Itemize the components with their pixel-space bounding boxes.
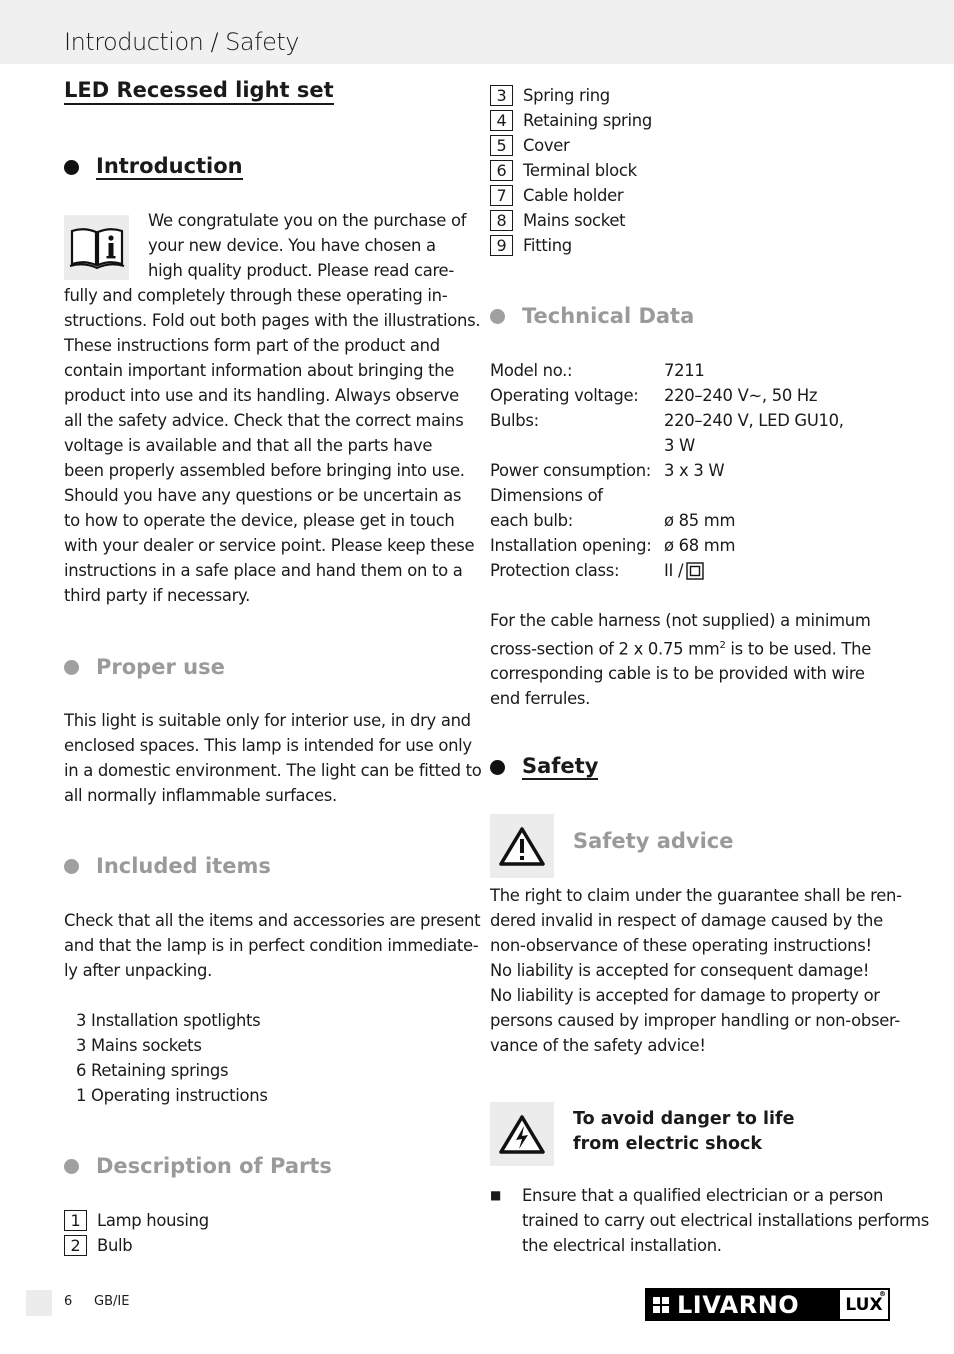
- part-number: 3: [490, 85, 513, 106]
- text-line: the electrical installation.: [522, 1236, 722, 1255]
- cable-note: [490, 608, 871, 711]
- part-number: 2: [64, 1235, 87, 1256]
- section-title: Description of Parts: [96, 1154, 332, 1178]
- technical-data-table: [490, 358, 844, 583]
- tech-row: [490, 533, 844, 558]
- bullet-dot-icon: [490, 309, 505, 324]
- text-line: This light is suitable only for interior use, in dry and: [64, 711, 471, 730]
- text-line: non-observance of these operating instructions!: [490, 936, 872, 955]
- electric-shock-warning-icon: [490, 1102, 554, 1166]
- text-line: high quality product. Please read care-: [148, 261, 454, 280]
- tech-value: 220–240 V∼, 50 Hz: [664, 386, 818, 405]
- part-row: [490, 158, 652, 183]
- part-row: [490, 108, 652, 133]
- text-segment: cross-section of 2 x 0.75 mm: [490, 639, 720, 659]
- text-line: [490, 633, 871, 661]
- part-number: 4: [490, 110, 513, 131]
- part-label: Bulb: [97, 1236, 133, 1255]
- text-line: been properly assembled before bringing into use.: [64, 461, 465, 480]
- safety-advice-title: Safety advice: [573, 829, 734, 853]
- tech-label: each bulb:: [490, 511, 574, 530]
- tech-value: ø 85 mm: [664, 511, 736, 530]
- tech-value: II /: [664, 561, 684, 580]
- tech-label: Installation opening:: [490, 536, 652, 555]
- tech-label: Power consumption:: [490, 461, 652, 480]
- text-line: vance of the safety advice!: [490, 1036, 706, 1055]
- safety-advice-text: [490, 883, 902, 1058]
- text-line: No liability is accepted for damage to property or: [490, 986, 880, 1005]
- section-title: Included items: [96, 854, 271, 878]
- text-line: contain important information about bringing the: [64, 361, 455, 380]
- brand-suffix: LUX: [845, 1294, 883, 1315]
- section-introduction-heading: [64, 154, 243, 180]
- electric-shock-title: [573, 1107, 794, 1157]
- text-line: trained to carry out electrical installations performs: [522, 1211, 930, 1230]
- part-label: Mains socket: [523, 211, 626, 230]
- text-line: For the cable harness (not supplied) a minimum: [490, 611, 871, 630]
- logo-main: [647, 1290, 840, 1319]
- bullet-dot-icon: [64, 1159, 79, 1174]
- text-line: structions. Fold out both pages with the illustrations.: [64, 311, 481, 330]
- registered-mark: ®: [879, 1290, 886, 1298]
- part-label: Spring ring: [523, 86, 610, 105]
- doc-title-wrap: [64, 78, 334, 105]
- section-title: Safety: [522, 754, 598, 780]
- bullet-dot-icon: [64, 859, 79, 874]
- part-label: Retaining spring: [523, 111, 652, 130]
- protection-class-ii-icon: [686, 558, 704, 583]
- text-line: These instructions form part of the product and: [64, 336, 440, 355]
- text-line: corresponding cable is to be provided with wire: [490, 664, 865, 684]
- text-line: all the safety advice. Check that the correct mains: [64, 411, 464, 430]
- tech-row: [490, 508, 844, 533]
- tech-label: Operating voltage:: [490, 386, 639, 405]
- parts-list-right: [490, 83, 652, 258]
- warning-triangle-icon: [490, 814, 554, 878]
- text-line: in a domestic environment. The light can be fitted to: [64, 761, 482, 780]
- tech-value: 3 W: [664, 436, 695, 455]
- text-line: dered invalid in respect of damage caused by the: [490, 911, 883, 930]
- text-line: to how to operate the device, please get in touch: [64, 511, 455, 530]
- text-line: end ferrules.: [490, 689, 591, 709]
- part-number: 5: [490, 135, 513, 156]
- brand-logo: [645, 1288, 890, 1321]
- part-number: 6: [490, 160, 513, 181]
- brand-name: LIVARNO: [677, 1290, 800, 1319]
- text-segment: is to be used. The: [725, 639, 872, 659]
- parts-list-left: [64, 1208, 209, 1258]
- text-line: product into use and its handling. Always observe: [64, 386, 459, 405]
- doc-title: LED Recessed light set: [64, 78, 334, 105]
- tech-value: 7211: [664, 361, 705, 380]
- text-line: your new device. You have chosen a: [148, 236, 436, 255]
- tech-row: [490, 483, 844, 508]
- tech-row: [490, 408, 844, 433]
- tech-row: [490, 358, 844, 383]
- bullet-dot-icon: [64, 660, 79, 675]
- part-row: [490, 233, 652, 258]
- part-row: [490, 183, 652, 208]
- part-label: Terminal block: [523, 161, 637, 180]
- intro-text: [64, 283, 480, 608]
- text-line: Should you have any questions or be uncertain as: [64, 486, 462, 505]
- text-line: We congratulate you on the purchase of: [148, 211, 467, 230]
- part-row: [490, 83, 652, 108]
- logo-grid-icon: [653, 1297, 669, 1313]
- part-row: [490, 133, 652, 158]
- text-line: all normally inflammable surfaces.: [64, 786, 337, 805]
- tech-label: Bulbs:: [490, 411, 539, 430]
- text-line: instructions in a safe place and hand them on to a: [64, 561, 463, 580]
- tech-label: Dimensions of: [490, 486, 603, 505]
- list-item: 6 Retaining springs: [76, 1061, 229, 1080]
- part-row: [490, 208, 652, 233]
- page-number: 6: [64, 1294, 73, 1309]
- tech-row: [490, 458, 844, 483]
- part-label: Fitting: [523, 236, 572, 255]
- tech-label: Model no.:: [490, 361, 573, 380]
- footer-marker: [26, 1290, 52, 1316]
- bullet-dot-icon: [64, 160, 79, 175]
- part-number: 7: [490, 185, 513, 206]
- list-item: 3 Installation spotlights: [76, 1011, 261, 1030]
- section-safety-heading: [490, 754, 598, 780]
- list-item: [490, 1183, 929, 1258]
- info-book-icon: [64, 215, 129, 280]
- tech-label: [490, 433, 664, 458]
- part-number: 8: [490, 210, 513, 231]
- text-line: with your dealer or service point. Please keep these: [64, 536, 475, 555]
- warning-title-line: To avoid danger to life: [573, 1109, 795, 1129]
- safety-bullet-list: [490, 1183, 929, 1258]
- bullet-text: [522, 1183, 929, 1258]
- warning-title-line: from electric shock: [573, 1134, 763, 1154]
- tech-value: 3 x 3 W: [664, 461, 725, 480]
- section-technical-data-heading: [490, 304, 694, 328]
- part-row: [64, 1208, 209, 1233]
- text-line: voltage is available and that all the parts have: [64, 436, 433, 455]
- section-title: Technical Data: [522, 304, 695, 328]
- logo-suffix: [840, 1290, 888, 1319]
- text-line: fully and completely through these operating in-: [64, 286, 448, 305]
- tech-row: [490, 558, 844, 583]
- bullet-dot-icon: [490, 760, 505, 775]
- square-bullet-icon: ■: [490, 1188, 502, 1202]
- intro-text-wrapped: [148, 208, 466, 283]
- part-row: [64, 1233, 209, 1258]
- tech-row: [490, 433, 844, 458]
- page-title: Introduction / Safety: [64, 28, 299, 56]
- text-line: enclosed spaces. This lamp is intended for use only: [64, 736, 472, 755]
- text-line: The right to claim under the guarantee shall be ren-: [490, 886, 902, 905]
- text-line: ly after unpacking.: [64, 961, 213, 980]
- language-code: GB/IE: [94, 1294, 130, 1309]
- proper-use-text: [64, 708, 481, 808]
- section-proper-use-heading: [64, 655, 225, 679]
- text-line: and that the lamp is in perfect condition immediate-: [64, 936, 479, 955]
- text-line: persons caused by improper handling or non-obser-: [490, 1011, 900, 1030]
- list-item: 3 Mains sockets: [76, 1036, 202, 1055]
- part-label: Cable holder: [523, 186, 624, 205]
- part-number: 9: [490, 235, 513, 256]
- section-title: Introduction: [96, 154, 243, 180]
- part-label: Lamp housing: [97, 1211, 209, 1230]
- text-line: Ensure that a qualified electrician or a person: [522, 1186, 884, 1205]
- part-number: 1: [64, 1210, 87, 1231]
- part-label: Cover: [523, 136, 570, 155]
- tech-value: ø 68 mm: [664, 536, 736, 555]
- included-items-text: [64, 908, 480, 983]
- section-included-items-heading: [64, 854, 271, 878]
- text-line: Check that all the items and accessories are present: [64, 911, 481, 930]
- superscript: 2: [719, 640, 726, 651]
- section-description-of-parts-heading: [64, 1154, 332, 1178]
- tech-row: [490, 383, 844, 408]
- tech-value: 220–240 V, LED GU10,: [664, 411, 844, 430]
- list-item: 1 Operating instructions: [76, 1086, 268, 1105]
- text-line: No liability is accepted for consequent damage!: [490, 961, 870, 980]
- section-title: Proper use: [96, 655, 225, 679]
- text-line: third party if necessary.: [64, 586, 250, 605]
- included-items-list: [76, 1008, 268, 1108]
- tech-label: Protection class:: [490, 561, 620, 580]
